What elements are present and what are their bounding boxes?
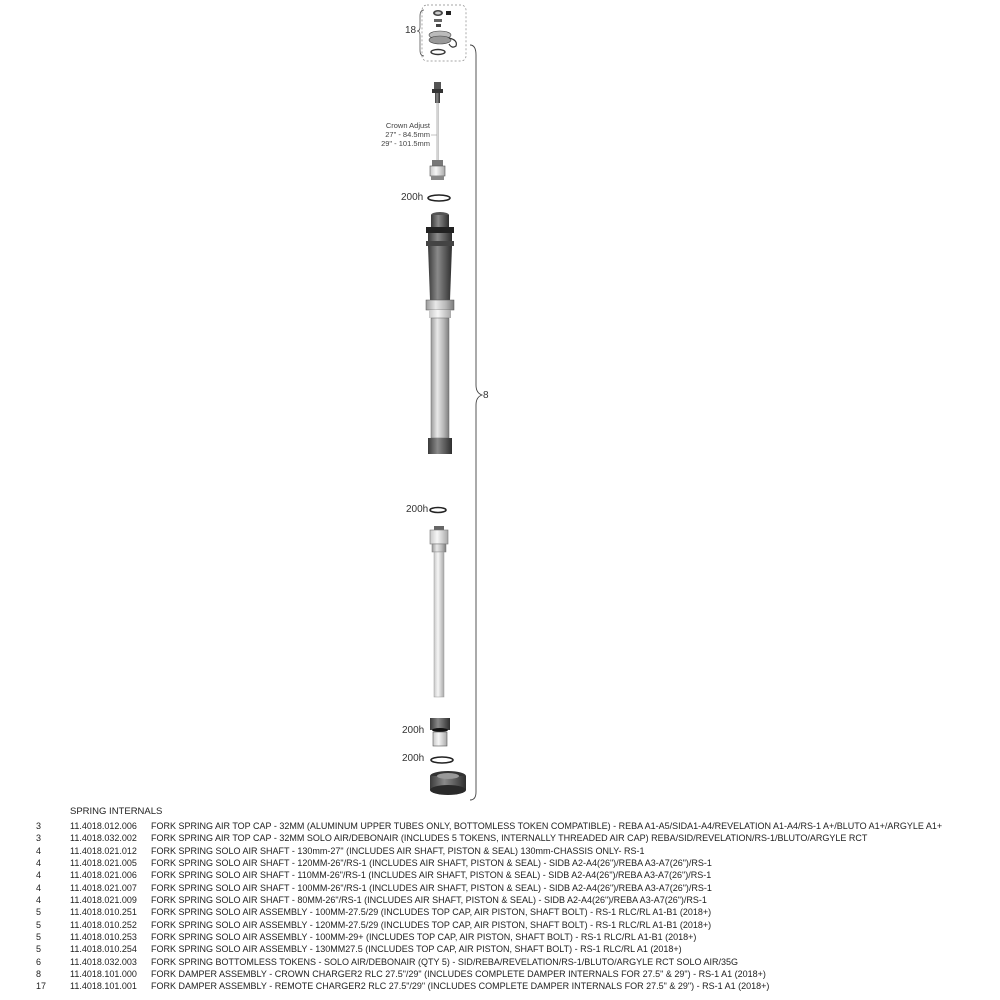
part-number: 11.4018.012.006 [70,821,137,831]
item-number: 8 [36,969,42,980]
parts-row [0,882,1000,894]
part-18-remote-cable-parts [429,10,456,55]
parts-row [0,919,1000,931]
parts-row [0,832,1000,844]
item-number: 3 [36,833,42,844]
callout-8: 8 [483,390,489,401]
part-number: 11.4018.010.254 [70,944,137,955]
item-number: 4 [36,858,42,869]
item-number: 17 [36,981,47,992]
parts-row [0,956,1000,968]
item-number: 4 [36,895,42,906]
part-number: 11.4018.032.002 [70,833,137,844]
crown-adjust-27: 27" - 84.5mm [385,130,430,139]
part-number: 11.4018.101.000 [70,969,137,980]
callout-200h-1: 200h [401,192,424,203]
part-number: 11.4018.101.001 [70,981,137,992]
parts-row [0,820,1000,832]
item-number: 4 [36,870,42,881]
parts-row [0,845,1000,857]
part-description: FORK SPRING BOTTOMLESS TOKENS - SOLO AIR/DEBONAIR (QTY 5) - SID/REBA/REVELATION/RS-1/BLUTO/ARGYLE RCT SOLO AIR/35G [151,956,738,967]
part-number: 11.4018.010.251 [70,907,137,918]
air-shaft [430,526,448,697]
callout-200h-2: 200h [406,504,429,515]
parts-row [0,857,1000,869]
callout-200h-3: 200h [402,725,425,736]
part-description: FORK DAMPER ASSEMBLY - REMOTE CHARGER2 RLC 27.5"/29" (INCLUDES COMPLETE DAMPER INTERNALS FOR 27.5" & 29") - RS-1 A1 (2018+) [151,981,770,992]
parts-row [0,894,1000,906]
part-description: FORK SPRING SOLO AIR SHAFT - 110MM-26"/RS-1 (INCLUDES AIR SHAFT, PISTON & SEAL) - SIDB A2-A4(26")/REBA A3-A7(26")/RS-1 [151,870,712,881]
section-title: SPRING INTERNALS [70,806,163,817]
callout-200h-4: 200h [402,753,425,764]
o-ring-200h-2 [430,508,446,513]
crown-adjust-29: 29" - 101.5mm [381,139,430,148]
item-number: 5 [36,932,42,943]
item-number: 5 [36,919,42,930]
part-number: 11.4018.021.009 [70,895,137,906]
part-description: FORK SPRING SOLO AIR SHAFT - 80MM-26"/RS-1 (INCLUDES AIR SHAFT, PISTON & SEAL) - SIDB A2-A4(26")/REBA A3-A7(26")/RS-1 [151,895,707,906]
part-description: FORK SPRING SOLO AIR ASSEMBLY - 130MM27.5 (INCLUDES TOP CAP, AIR PISTON, SHAFT BOLT) - RS-1 RLC/RL A1 (2018+) [151,944,682,955]
damper-cartridge [426,212,454,454]
item-number: 6 [36,956,42,967]
parts-rows [0,820,1000,993]
part-description: FORK SPRING SOLO AIR ASSEMBLY - 100MM-27.5/29 (INCLUDES TOP CAP, AIR PISTON, SHAFT BOLT) - RS-1 RLC/RL A1-B1 (2018+) [151,907,712,918]
part-8-brace [470,45,482,800]
o-ring-200h-1 [428,195,450,201]
item-number: 3 [36,821,42,831]
parts-row [0,869,1000,881]
part-number: 11.4018.021.006 [70,870,137,881]
part-description: FORK SPRING SOLO AIR SHAFT - 120MM-26"/RS-1 (INCLUDES AIR SHAFT, PISTON & SEAL) - SIDB A2-A4(26")/REBA A3-A7(26")/RS-1 [151,858,712,869]
parts-row [0,931,1000,943]
part-description: FORK SPRING SOLO AIR ASSEMBLY - 100MM-29+ (INCLUDES TOP CAP, AIR PISTON, SHAFT BOLT) - RS-1 RLC/RL A1-B1 (2018+) [151,932,697,943]
crown-adjust-title: Crown Adjust [385,121,430,130]
item-number: 5 [36,944,42,955]
part-description: FORK DAMPER ASSEMBLY - CROWN CHARGER2 RLC 27.5"/29" (INCLUDES COMPLETE DAMPER INTERNALS FOR 27.5" & 29") - RS-1 A1 (2018+) [151,969,766,980]
part-number: 11.4018.021.005 [70,858,137,869]
part-number: 11.4018.010.252 [70,919,137,930]
parts-row [0,980,1000,992]
item-number: 4 [36,845,42,856]
crown-adjust-assembly [430,82,445,180]
part-description: FORK SPRING SOLO AIR SHAFT - 100MM-26"/RS-1 (INCLUDES AIR SHAFT, PISTON & SEAL) - SIDB A2-A4(26")/REBA A3-A7(26")/RS-1 [151,882,712,893]
crown-adjust-note [366,121,430,148]
callout-18: 18 [405,25,417,36]
shaft-bolt [430,718,450,746]
part-description: FORK SPRING AIR TOP CAP - 32MM SOLO AIR/DEBONAIR (INCLUDES 5 TOKENS, INTERNALLY THREADED AIR CAP) REBA/SID/REVELATION/RS-1/BLUTO/ARGYLE RCT [151,833,868,844]
part-description: FORK SPRING SOLO AIR SHAFT - 130mm-27" (INCLUDES AIR SHAFT, PISTON & SEAL) 130mm-CHASSIS ONLY- RS-1 [151,845,645,856]
parts-row [0,968,1000,980]
item-number: 4 [36,882,42,893]
part-description: FORK SPRING SOLO AIR ASSEMBLY - 120MM-27.5/29 (INCLUDES TOP CAP, AIR PISTON, SHAFT BOLT) - RS-1 RLC/RL A1-B1 (2018+) [151,919,712,930]
part-description: FORK SPRING AIR TOP CAP - 32MM (ALUMINUM UPPER TUBES ONLY, BOTTOMLESS TOKEN COMPATIBLE) - REBA A1-A5/SIDA1-A4/REVELATION A1-A4/RS-1 A+/BLUTO A1+/ARGYLE A1+ [151,821,943,831]
item-number: 5 [36,907,42,918]
o-ring-200h-4 [431,757,453,763]
part-number: 11.4018.010.253 [70,932,137,943]
parts-row [0,906,1000,918]
part-number: 11.4018.032.003 [70,956,137,967]
part-number: 11.4018.021.012 [70,845,137,856]
part-number: 11.4018.021.007 [70,882,137,893]
parts-row [0,943,1000,955]
part-18-brace [417,10,424,56]
air-top-cap [430,771,466,795]
